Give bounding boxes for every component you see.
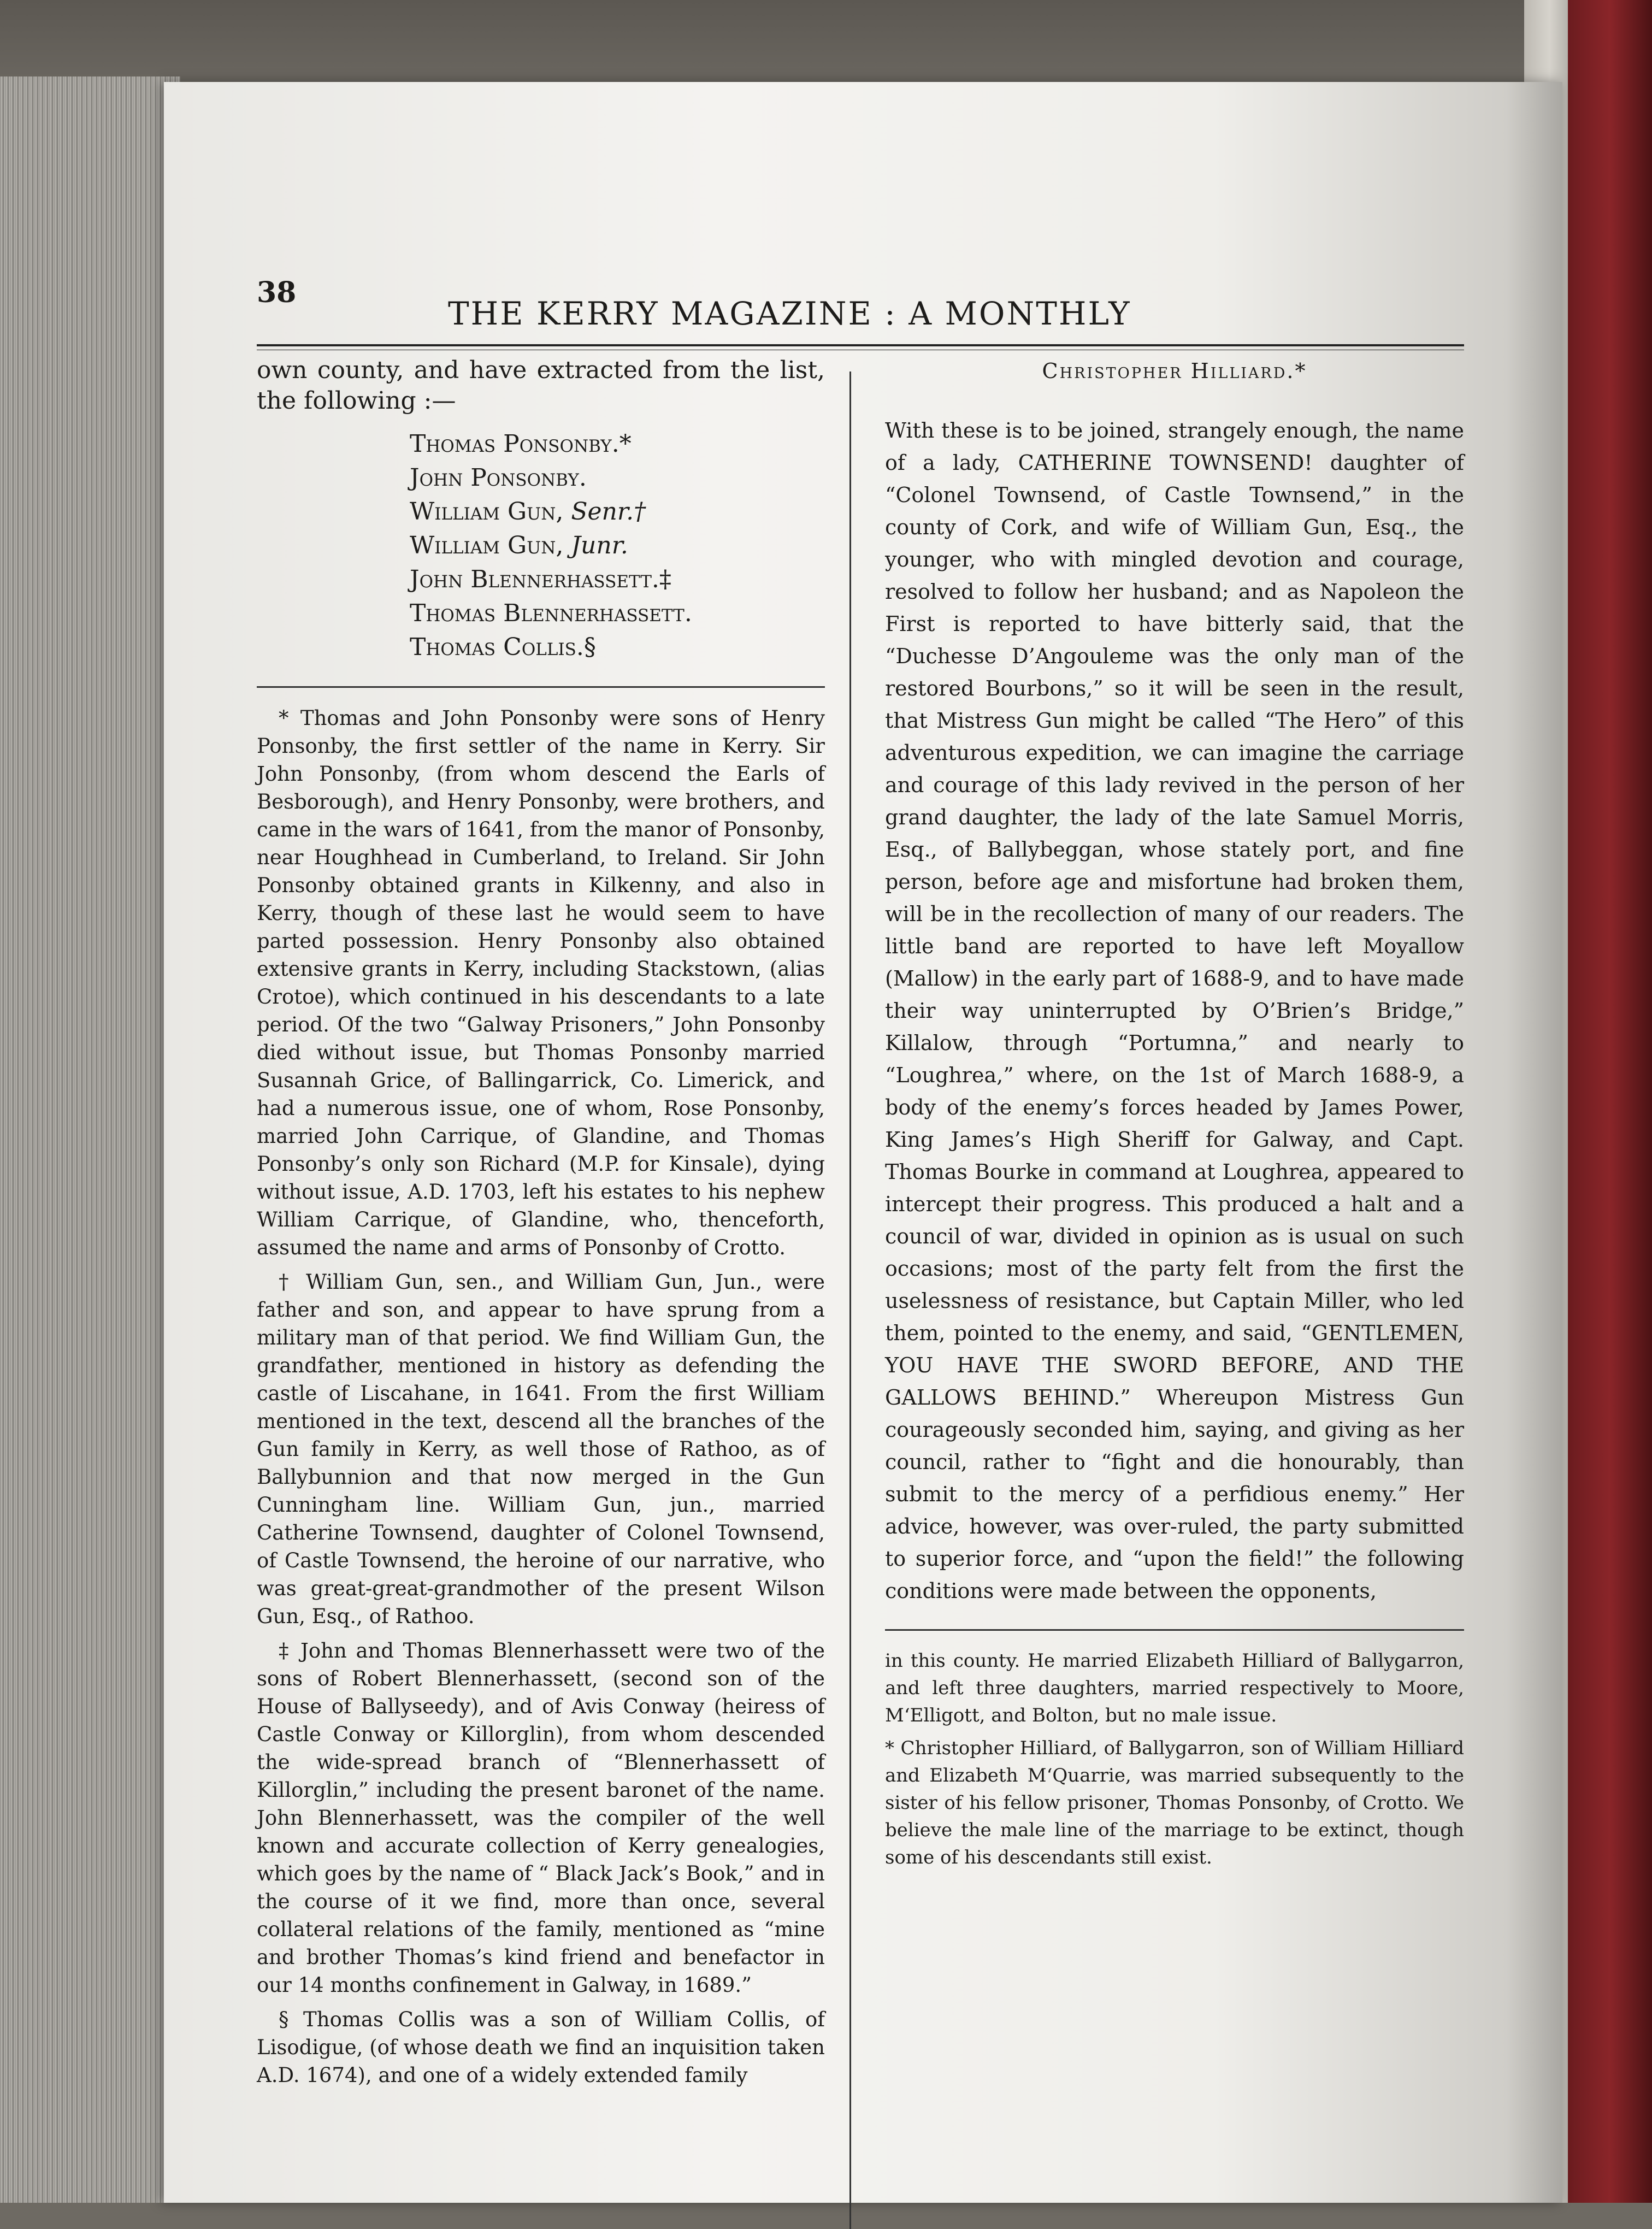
list-item: William Gun, Junr. [410,532,628,559]
column-divider [849,371,851,2229]
book-page-edges-left [0,76,180,2203]
list-item: John Ponsonby. [410,464,587,492]
header-rule [257,344,1464,350]
footnote-rule-right [885,1629,1464,1631]
footnote-hilliard: * Christopher Hilliard, of Ballygarron, son of William Hilliard and Elizabeth M‘Quarrie, was married subsequently to the sister of his fellow prisoner, Thomas Ponsonby, of Crotto. We believe the male line of the marriage to be extinct, though some of his descendants still exist. [885,1737,1464,1868]
page-content [240,191,1464,2103]
page-number: 38 [257,276,297,309]
left-intro: own county, and have extracted from the list, the following :— [257,356,825,415]
footnote-ponsonby: * Thomas and John Ponsonby were sons of Henry Ponsonby, the first settler of the name in Kerry. Sir John Ponsonby, (from whom descend the Earls of Besborough), and Henry Ponsonby, were brothers, and came in the wars of 1641, from the manor of Ponsonby, near Houghhead in Cumberland, to Ireland. Sir John Ponsonby obtained grants in Kilkenny, and also in Kerry, though of these last he would seem to have parted possession. Henry Ponsonby also obtained extensive grants in Kerry, including Stackstown, (alias Crotoe), which continued in his descendants to a late period. Of the two “Galway Prisoners,” John Ponsonby died without issue, but Thomas Ponsonby married Susannah Grice, of Ballingarrick, Co. Limerick, and had a numerous issue, one of whom, Rose Ponsonby, married John Carrique, of Glandine, and Thomas Ponsonby’s only son Richard (M.P. for Kinsale), dying without issue, A.D. 1703, left his estates to his nephew William Carrique, of Glandine, who, thenceforth, assumed the name and arms of Ponsonby of Crotto. [257,706,825,1259]
list-item: Thomas Blennerhassett. [410,599,692,627]
footnote-continued: in this county. He married Elizabeth Hilliard of Ballygarron, and left three daughters, married respectively to Moore, M‘Elligott, and Bolton, but no male issue. [885,1650,1464,1726]
footnote-collis: § Thomas Collis was a son of William Collis, of Lisodigue, (of whose death we find an inquisition taken A.D. 1674), and one of a widely extended family [257,2008,825,2087]
running-title: THE KERRY MAGAZINE : A MONTHLY [448,295,1131,332]
left-column [257,355,825,2096]
body-text: With these is to be joined, strangely enough, the name of a lady, CATHERINE TOWNSEND! daughter of “Colonel Townsend, of Castle Townsend,” in the county of Cork, and wife of William Gun, Esq., the younger, who with mingled devotion and courage, resolved to follow her husband; and as Napoleon the First is reported to have bitterly said, that the “Duchesse D’Angouleme was the only man of the restored Bourbons,” so it will be seen in the result, that Mistress Gun might be called “The Hero” of this adventurous expedition, we can imagine the carriage and courage of this lady revived in the person of her grand daughter, the lady of the late Samuel Morris, Esq., of Ballybeggan, whose stately port, and fine person, before age and misfortune had broken them, will be in the recollection of many of our readers. The little band are reported to have left Moyallow (Mallow) in the early part of 1688-9, and to have made their way uninterrupted by O’Brien’s Bridge,” Killalow, through “Portumna,” and nearly to “Loughrea,” where, on the 1st of March 1688-9, a body of the enemy’s forces headed by James Power, King James’s High Sheriff for Galway, and Capt. Thomas Bourke in command at Loughrea, appeared to intercept their progress. This produced a halt and a council of war, divided in opinion as is usual on such occasions; most of the party felt from the first the uselessness of resistance, but Captain Miller, who led them, pointed to the enemy, and said, “GENTLEMEN, YOU HAVE THE SWORD BEFORE, AND THE GALLOWS BEHIND.” Whereupon Mistress Gun courageously seconded him, saying, and giving as her council, rather to “fight and die honourably, than submit to the mercy of a perfidious enemy.” Her advice, however, was over-ruled, the party submitted to superior force, and “upon the field!” the following conditions were made between the opponents, [885,418,1464,1603]
list-item: William Gun, Senr.† [410,498,646,526]
list-item: Thomas Collis.§ [410,633,596,661]
footnote-rule [257,686,825,688]
section-title: Christopher Hilliard.* [1042,359,1307,383]
prisoner-name-list [257,427,825,664]
book-binding [1568,0,1652,2203]
list-item: Thomas Ponsonby.* [410,430,632,458]
footnote-blennerhassett: ‡ John and Thomas Blennerhassett were two of the sons of Robert Blennerhassett, (second son of the House of Ballyseedy), and of Avis Conway (heiress of Castle Conway or Killorglin), from whom descended the wide-spread branch of “Blennerhassett of Killorglin,” including the present baronet of the name. John Blennerhassett, was the compiler of the well known and accurate collection of Kerry genealogies, which goes by the name of “ Black Jack’s Book,” and in the course of it we find, more than once, several collateral relations of the family, mentioned as “mine and brother Thomas’s kind friend and benefactor in our 14 months confinement in Galway, in 1689.” [257,1639,825,1997]
book-page [164,82,1562,2203]
right-column [885,355,1464,1877]
list-item: John Blennerhassett.‡ [410,565,671,593]
footnote-gun: † William Gun, sen., and William Gun, Jun., were father and son, and appear to have sprung from a military man of that period. We find William Gun, the grandfather, mentioned in history as defending the castle of Liscahane, in 1641. From the first William mentioned in the text, descend all the branches of the Gun family in Kerry, as well those of Rathoo, as of Ballybunnion and that now merged in the Gun Cunningham line. William Gun, jun., married Catherine Townsend, daughter of Colonel Townsend, of Castle Townsend, the heroine of our narrative, who was great-great-grandmother of the present Wilson Gun, Esq., of Rathoo. [257,1270,825,1628]
